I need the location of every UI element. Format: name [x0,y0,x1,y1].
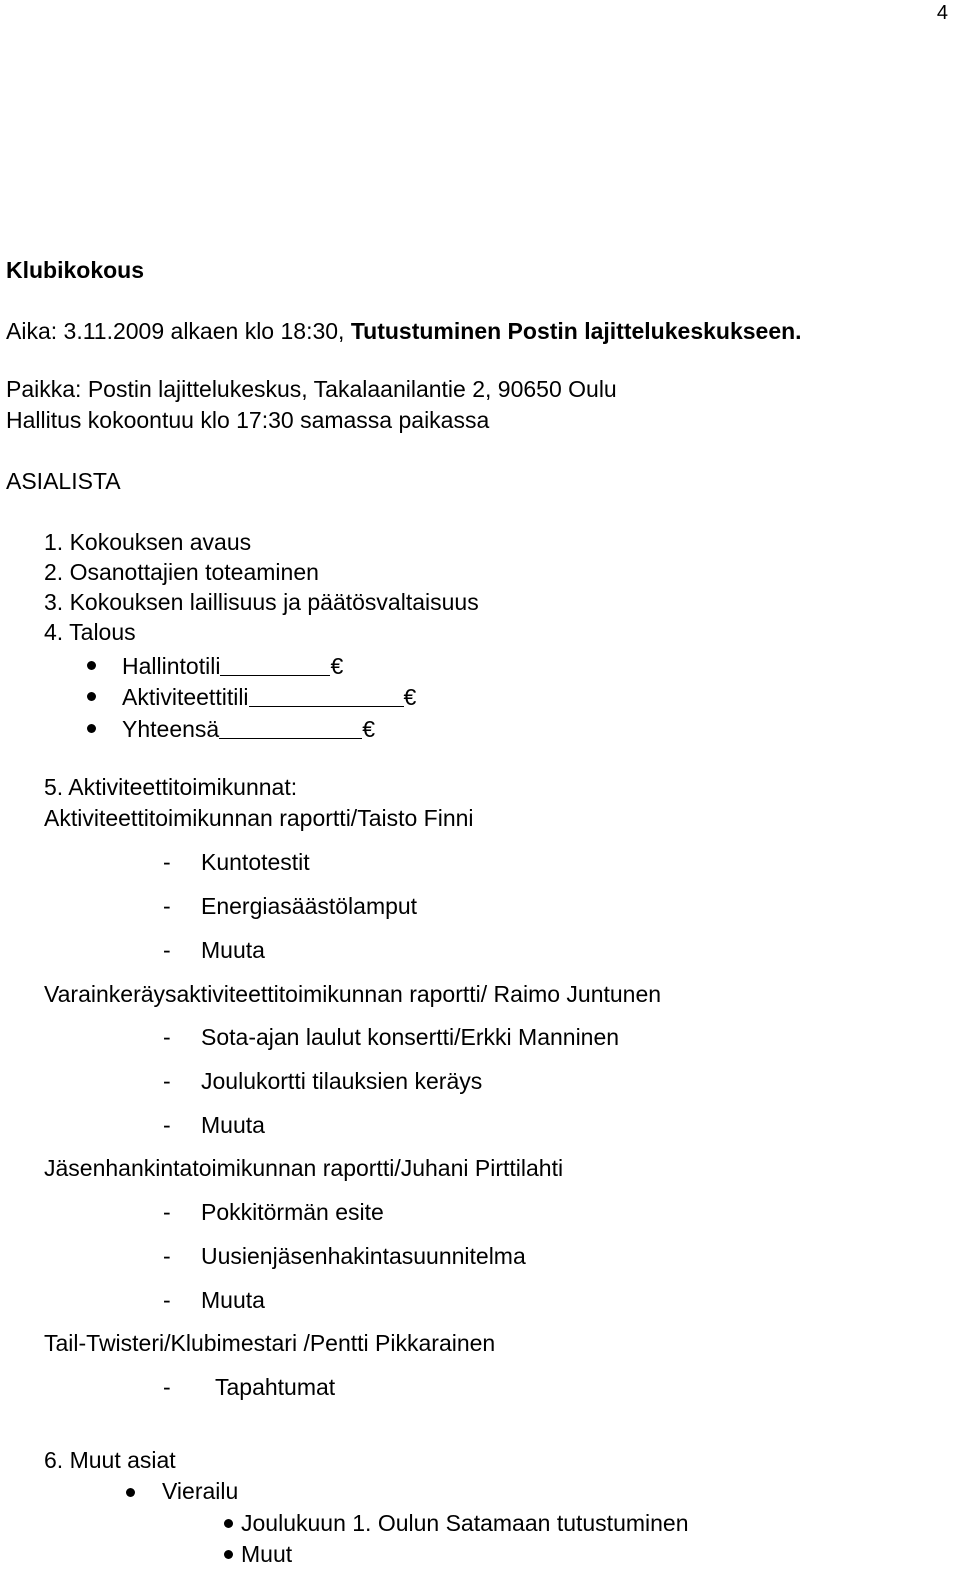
agenda-heading: ASIALISTA [6,468,121,494]
bullet-icon [224,1550,233,1559]
bullet-icon [87,724,96,733]
euro-symbol: € [330,653,344,679]
finance-row [122,716,375,741]
other-sub-bullet: Muut [241,1541,293,1567]
agenda-item-6: 6. Muut asiat [44,1447,176,1473]
euro-symbol: € [403,684,417,710]
report-point: Energiasäästölamput [201,893,418,919]
agenda-item-4: 4. Talous [44,619,136,645]
dash-marker: - [163,1243,171,1269]
report-point: Uusienjäsenhakintasuunnitelma [201,1243,526,1269]
agenda-item-3: 3. Kokouksen laillisuus ja päätösvaltaisuus [44,589,479,615]
report-point: Muuta [201,937,265,963]
bullet-icon [126,1488,135,1497]
dash-marker: - [163,1287,171,1313]
blank-line [249,684,404,707]
report-title: Tail-Twisteri/Klubimestari /Pentti Pikkarainen [44,1330,496,1356]
report-point: Tapahtumat [215,1374,336,1400]
agenda-item-2: 2. Osanottajien toteaminen [44,559,319,585]
agenda-item-5: 5. Aktiviteettitoimikunnat: [44,774,298,800]
document-title: Klubikokous [6,257,145,283]
dash-marker: - [163,893,171,919]
report-title: Jäsenhankintatoimikunnan raportti/Juhani Pirttilahti [44,1155,564,1181]
time-label: Aika: 3.11.2009 alkaen klo 18:30, [6,318,351,344]
dash-marker: - [163,1374,171,1400]
dash-marker: - [163,1199,171,1225]
finance-row [122,653,343,678]
report-title: Varainkeräysaktiviteettitoimikunnan raportti/ Raimo Juntunen [44,981,662,1007]
euro-symbol: € [362,716,375,742]
page-number: 4 [936,2,948,24]
report-point: Sota-ajan laulut konsertti/Erkki Manninen [201,1024,620,1050]
bullet-icon [87,692,96,701]
bullet-icon [224,1519,233,1528]
blank-line [220,653,330,676]
other-sub-bullet: Joulukuun 1. Oulun Satamaan tutustuminen [241,1510,689,1536]
finance-label: Yhteensä [122,716,220,742]
finance-row [122,684,416,709]
finance-label: Aktiviteettitili [122,684,249,710]
time-activity: Tutustuminen Postin lajittelukeskukseen. [350,318,802,344]
bullet-icon [87,661,96,670]
place-line: Paikka: Postin lajittelukeskus, Takalaanilantie 2, 90650 Oulu [6,376,617,402]
report-title: Aktiviteettitoimikunnan raportti/Taisto Finni [44,805,474,831]
report-point: Muuta [201,1287,265,1313]
report-point: Muuta [201,1112,265,1138]
time-line [6,320,802,343]
dash-marker: - [163,1024,171,1050]
report-point: Pokkitörmän esite [201,1199,384,1225]
dash-marker: - [163,937,171,963]
board-line: Hallitus kokoontuu klo 17:30 samassa paikassa [6,407,490,433]
report-point: Joulukortti tilauksien keräys [201,1068,483,1094]
other-bullet: Vierailu [162,1478,239,1504]
dash-marker: - [163,1068,171,1094]
dash-marker: - [163,849,171,875]
report-point: Kuntotestit [201,849,310,875]
agenda-item-1: 1. Kokouksen avaus [44,529,252,555]
finance-label: Hallintotili [122,653,221,679]
blank-line [219,716,362,739]
dash-marker: - [163,1112,171,1138]
